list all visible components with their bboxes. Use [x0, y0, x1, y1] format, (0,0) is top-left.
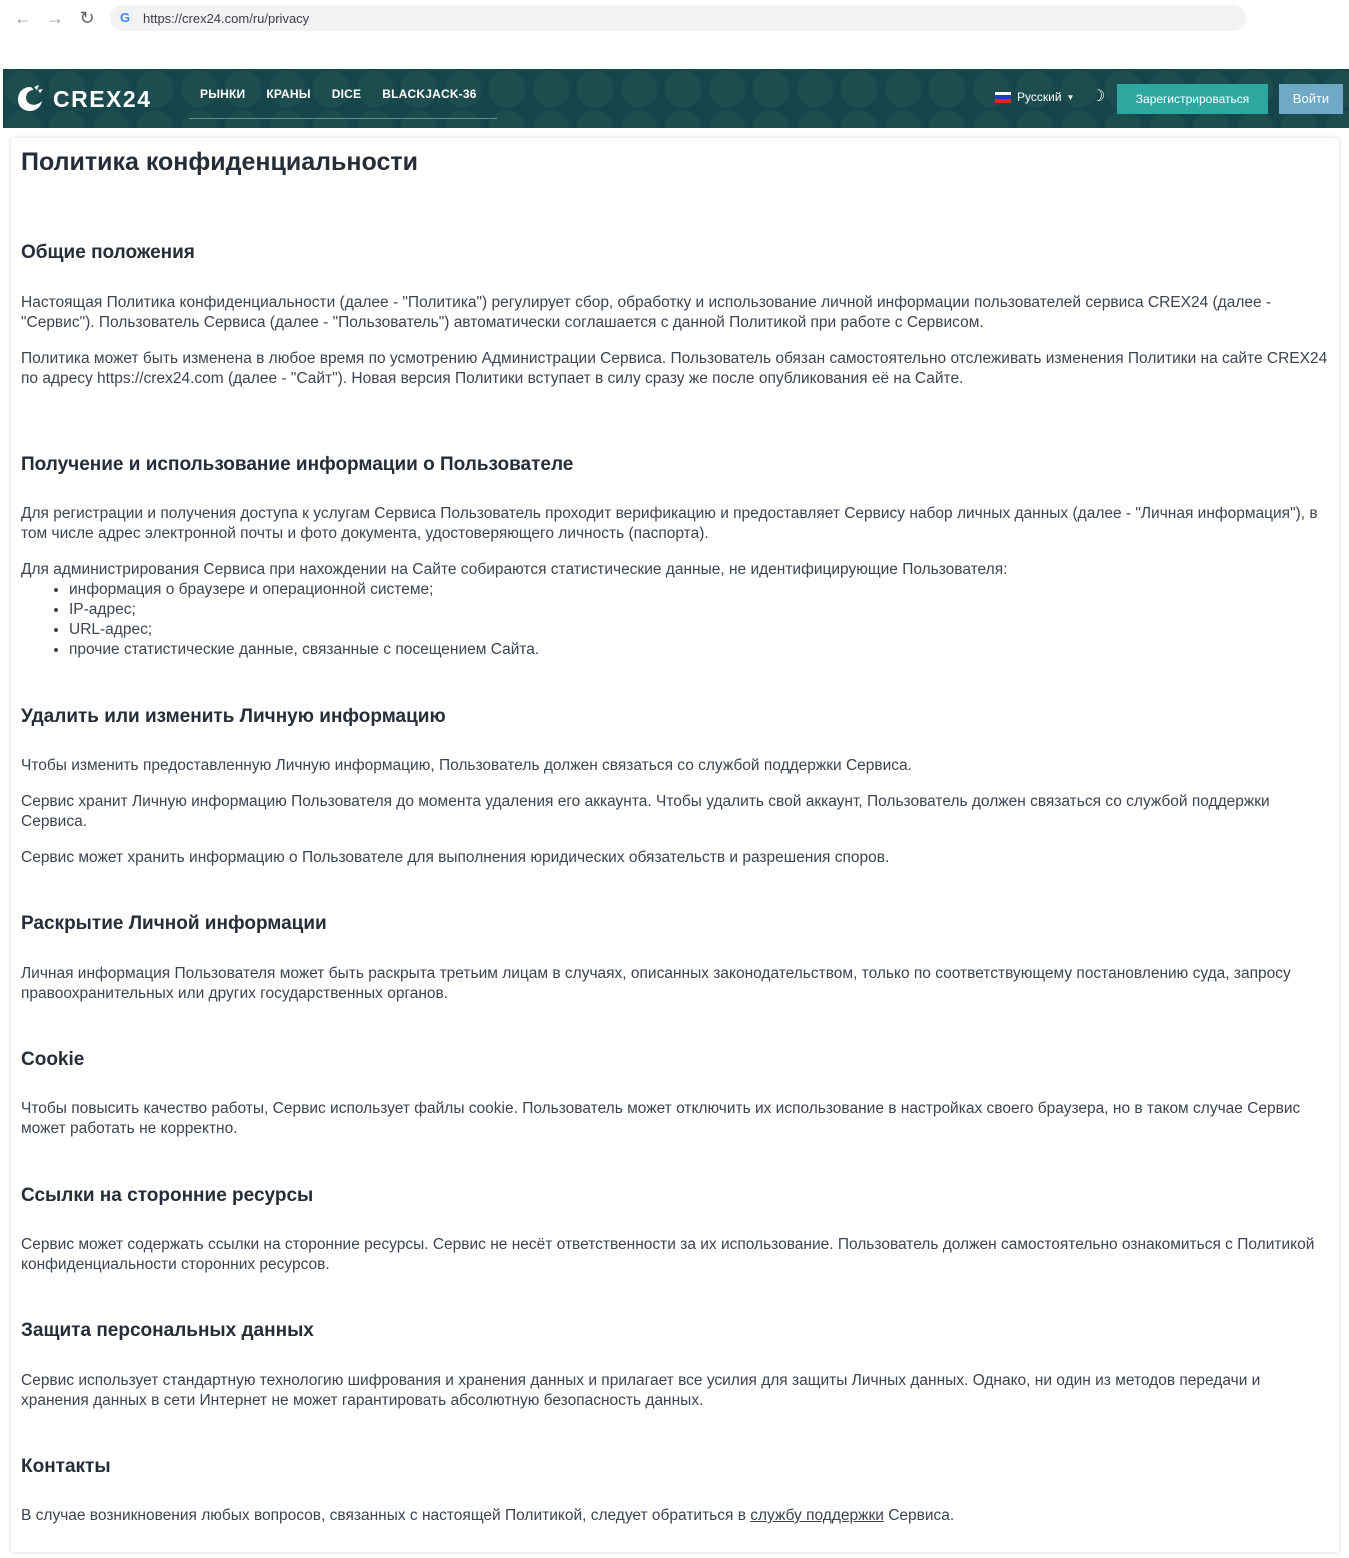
- list-item: • прочие статистические данные, связанные с посещением Сайта.: [69, 640, 539, 660]
- paragraph: Чтобы изменить предоставленную Личную информацию, Пользователь должен связаться со службой поддержки Сервиса.: [21, 757, 912, 774]
- stats-list: [21, 580, 539, 660]
- section-title-links: Ссылки на сторонние ресурсы: [21, 1185, 314, 1206]
- moon-icon[interactable]: ☽: [1091, 88, 1106, 105]
- section-title-protection: Защита персональных данных: [21, 1320, 314, 1341]
- paragraph: Сервис может содержать ссылки на сторонние ресурсы. Сервис не несёт ответственности за их использование. Пользователь должен самостоятельно ознакомиться с Политикой конфиденциальности сторонних ресурсов.: [21, 1236, 1315, 1273]
- paragraph: Сервис хранит Личную информацию Пользователя до момента удаления его аккаунта. Чтобы удалить свой аккаунт, Пользователь должен связаться со службой поддержки Сервиса.: [21, 793, 1270, 830]
- page-title: Политика конфиденциальности: [21, 148, 418, 176]
- url-text[interactable]: https://crex24.com/ru/privacy: [143, 11, 310, 26]
- caret-down-icon: ▼: [1066, 92, 1075, 102]
- nav-item-dice[interactable]: DICE: [331, 86, 362, 101]
- browser-toolbar: [0, 0, 1349, 68]
- section-title-delete: Удалить или изменить Личную информацию: [21, 706, 446, 727]
- reload-icon[interactable]: ↻: [79, 8, 95, 28]
- main-nav: [189, 69, 497, 119]
- address-bar[interactable]: [110, 5, 1246, 31]
- content-card: [11, 138, 1339, 1552]
- section-title-disclosure: Раскрытие Личной информации: [21, 913, 327, 934]
- forward-arrow-icon[interactable]: →: [46, 8, 64, 28]
- contacts-text-before: В случае возникновения любых вопросов, связанных с настоящей Политикой, следует обратиться в: [21, 1507, 751, 1524]
- list-item: • информация о браузере и операционной системе;: [69, 580, 539, 600]
- paragraph: Сервис может хранить информацию о Пользователе для выполнения юридических обязательств и разрешения споров.: [21, 849, 890, 866]
- contacts-paragraph: [21, 1506, 1331, 1526]
- site-header: [3, 69, 1349, 128]
- paragraph: Настоящая Политика конфиденциальности (далее - "Политика") регулирует сбор, обработку и использование личной информации пользователей сервиса CREX24 (далее - "Сервис"). Пользователь Сервиса (далее - "Пользователь") автоматически соглашается с данной Политикой при работе с Сервисом.: [21, 294, 1272, 331]
- section-title-cookie: Cookie: [21, 1049, 85, 1070]
- section-title-contacts: Контакты: [21, 1456, 111, 1477]
- russian-flag-icon: [995, 92, 1011, 103]
- google-icon: G: [120, 10, 131, 25]
- nav-item-faucets[interactable]: КРАНЫ: [266, 86, 311, 101]
- register-button[interactable]: Зарегистрироваться: [1117, 84, 1268, 114]
- language-label: Русский: [1017, 90, 1062, 104]
- crex-logo-icon: [15, 84, 45, 114]
- back-arrow-icon[interactable]: ←: [14, 8, 32, 28]
- section-title-general: Общие положения: [21, 242, 195, 263]
- paragraph: Для регистрации и получения доступа к услугам Сервиса Пользователь проходит верификацию и предоставляет Сервису набор личных данных (далее - "Личная информация"), в том числе адрес электронной почты и фото документа, удостоверяющего личность (паспорта).: [21, 505, 1318, 542]
- login-button[interactable]: Войти: [1279, 84, 1343, 114]
- paragraph: Политика может быть изменена в любое время по усмотрению Администрации Сервиса. Пользователь обязан самостоятельно отслеживать изменения Политики на сайте CREX24 по адресу https://crex24.com (далее - "Сайт"). Новая версия Политики вступает в силу сразу же после опубликования её на Сайте.: [21, 350, 1328, 387]
- contacts-text-after: Сервиса.: [883, 1507, 955, 1524]
- nav-item-markets[interactable]: РЫНКИ: [200, 86, 246, 101]
- language-selector[interactable]: [995, 90, 1074, 104]
- list-item: • IP-адрес;: [69, 600, 539, 620]
- list-item: • URL-адрес;: [69, 620, 539, 640]
- site-logo[interactable]: [15, 83, 151, 115]
- brand-name: CREX24: [53, 85, 152, 112]
- paragraph: Для администрирования Сервиса при нахождении на Сайте собираются статистические данные, не идентифицирующие Пользователя:: [21, 561, 1008, 578]
- section-title-obtaining: Получение и использование информации о Пользователе: [21, 454, 574, 475]
- nav-item-blackjack[interactable]: BLACKJACK-36: [382, 86, 477, 101]
- paragraph: Чтобы повысить качество работы, Сервис использует файлы cookie. Пользователь может отключить их использование в настройках своего браузера, но в таком случае Сервис может работать не корректно.: [21, 1100, 1301, 1137]
- paragraph: Сервис использует стандартную технологию шифрования и хранения данных и прилагает все усилия для защиты Личных данных. Однако, ни один из методов передачи и хранения данных в сети Интернет не может гарантировать абсолютную безопасность данных.: [21, 1372, 1261, 1409]
- paragraph: Личная информация Пользователя может быть раскрыта третьим лицам в случаях, описанных законодательством, только по соответствующему постановлению суда, запросу правоохранительных или других государственных органов.: [21, 965, 1291, 1002]
- support-link[interactable]: службу поддержки: [750, 1507, 884, 1524]
